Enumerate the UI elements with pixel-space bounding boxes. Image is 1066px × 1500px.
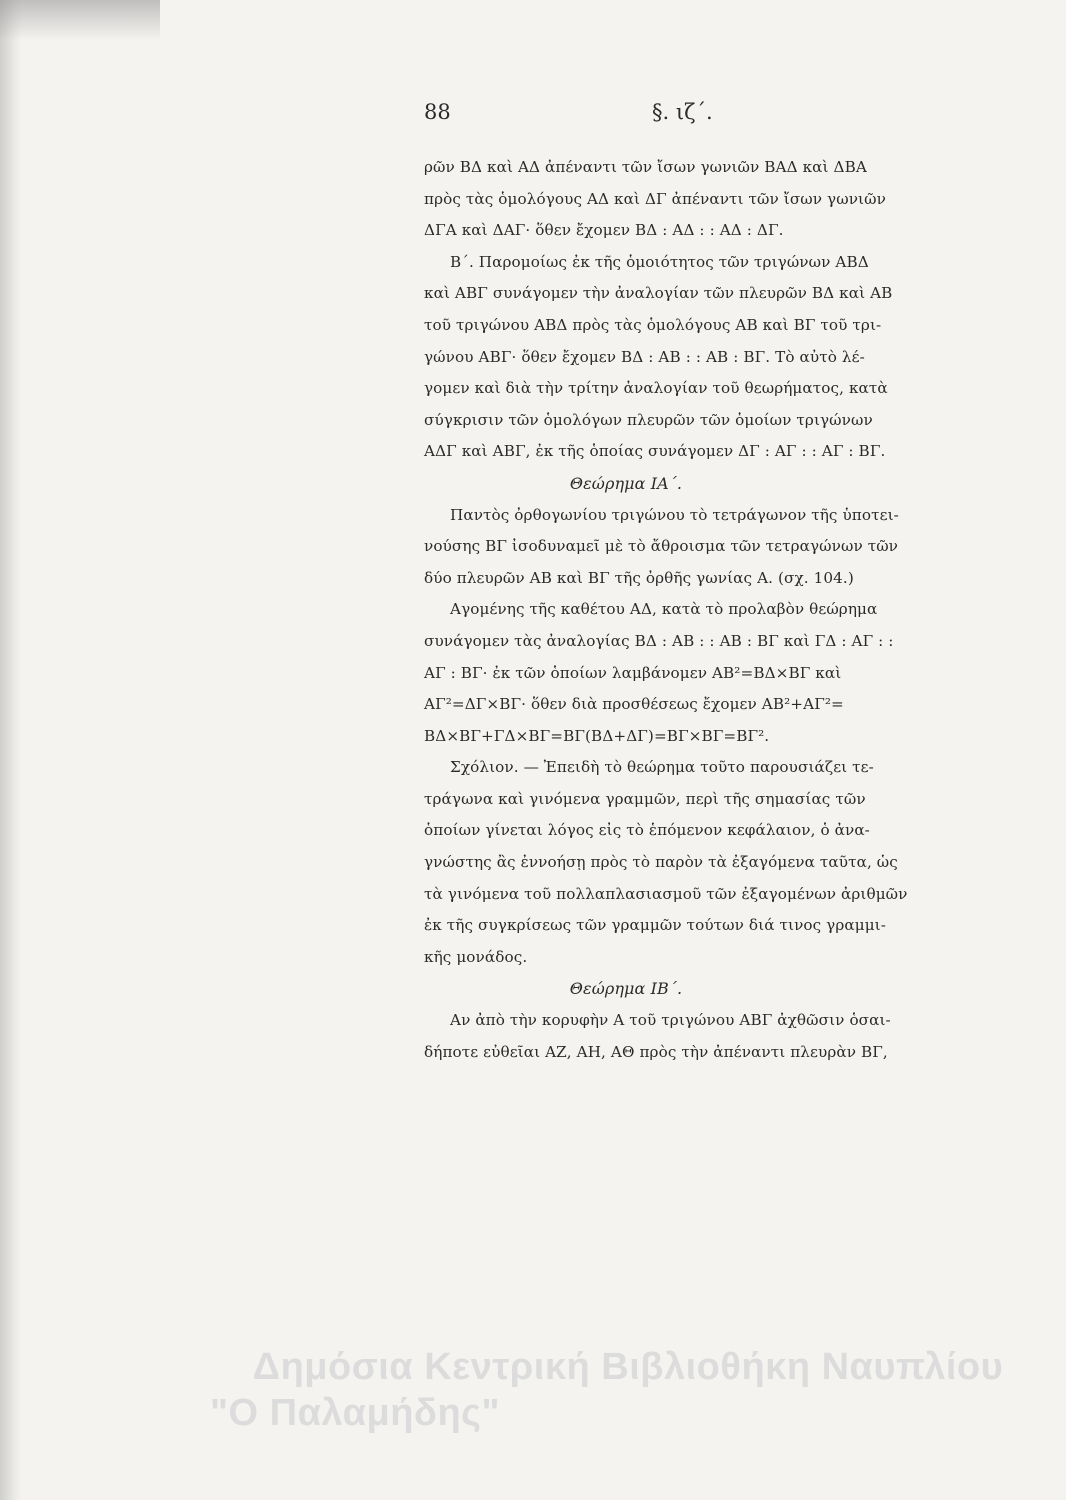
text-line: Αν ἀπὸ τὴν κορυφὴν Α τοῦ τριγώνου ΑΒΓ ἀχθῶσιν ὁσαι-	[450, 1011, 891, 1030]
text-line: Σχόλιον. — Ἐπειδὴ τὸ θεώρημα τοῦτο παρουσιάζει τε-	[450, 758, 874, 777]
text-line: ΑΔΓ καὶ ΑΒΓ, ἐκ τῆς ὁποίας συνάγομεν ΔΓ : ΑΓ : : ΑΓ : ΒΓ.	[424, 442, 886, 461]
text-line: ἐκ τῆς συγκρίσεως τῶν γραμμῶν τούτων διά τινος γραμμι-	[424, 916, 886, 935]
text-line: νούσης ΒΓ ἰσοδυναμεῖ μὲ τὸ ἄθροισμα τῶν τετραγώνων τῶν	[424, 537, 899, 556]
library-watermark-name: "Ο Παλαμήδης"	[210, 1392, 500, 1434]
library-watermark: Δημόσια Κεντρική Βιβλιοθήκη Ναυπλίου	[252, 1346, 1004, 1388]
text-line: σύγκρισιν τῶν ὁμολόγων πλευρῶν τῶν ὁμοίων τριγώνων	[424, 410, 873, 429]
scan-shadow	[0, 0, 160, 40]
text-line: ΑΓ²=ΔΓ×ΒΓ· ὅθεν διὰ προσθέσεως ἔχομεν ΑΒ²+ΑΓ²=	[424, 695, 844, 714]
text-line: καὶ ΑΒΓ συνάγομεν τὴν ἀναλογίαν τῶν πλευρῶν ΒΔ καὶ ΑΒ	[424, 284, 893, 303]
page-number: 88	[424, 100, 451, 124]
text-line: ΒΔ×ΒΓ+ΓΔ×ΒΓ=ΒΓ(ΒΔ+ΔΓ)=ΒΓ×ΒΓ=ΒΓ².	[424, 726, 770, 745]
text-line: τὰ γινόμενα τοῦ πολλαπλασιασμοῦ τῶν ἐξαγομένων ἀριθμῶν	[424, 884, 908, 903]
text-line: πρὸς τὰς ὁμολόγους ΑΔ καὶ ΔΓ ἀπέναντι τῶν ἴσων γωνιῶν	[424, 189, 886, 208]
page-header	[424, 100, 828, 136]
body-text	[424, 152, 908, 1068]
text-line: Β΄. Παρομοίως ἐκ τῆς ὁμοιότητος τῶν τριγώνων ΑΒΔ	[450, 252, 869, 271]
text-line: συνάγομεν τὰς ἀναλογίας ΒΔ : ΑΒ : : ΑΒ : ΒΓ καὶ ΓΔ : ΑΓ : :	[424, 631, 894, 650]
text-line: κῆς μονάδος.	[424, 947, 528, 966]
text-line: Αγομένης τῆς καθέτου ΑΔ, κατὰ τὸ προλαβὸν θεώρημα	[450, 600, 878, 619]
text-line: τράγωνα καὶ γινόμενα γραμμῶν, περὶ τῆς σημασίας τῶν	[424, 789, 866, 808]
text-line: τοῦ τριγώνου ΑΒΔ πρὸς τὰς ὁμολόγους ΑΒ καὶ ΒΓ τοῦ τρι-	[424, 315, 882, 334]
text-line: ὁποίων γίνεται λόγος εἰς τὸ ἑπόμενον κεφάλαιον, ὁ ἀνα-	[424, 821, 870, 840]
theorem-heading: Θεώρημα ΙΑ΄.	[569, 473, 683, 493]
section-mark: §. ιζ΄.	[652, 100, 713, 124]
text-line: γομεν καὶ διὰ τὴν τρίτην ἀναλογίαν τοῦ θεωρήματος, κατὰ	[424, 379, 888, 398]
text-line: γνώστης ἂς ἐννοήσῃ πρὸς τὸ παρὸν τὰ ἐξαγόμενα ταῦτα, ὡς	[424, 853, 898, 872]
page-edge-shadow	[0, 0, 22, 1500]
theorem-heading: Θεώρημα ΙΒ΄.	[569, 979, 683, 999]
text-line: δήποτε εὐθεῖαι ΑΖ, ΑΗ, ΑΘ πρὸς τὴν ἀπέναντι πλευρὰν ΒΓ,	[424, 1042, 888, 1061]
text-line: δύο πλευρῶν ΑΒ καὶ ΒΓ τῆς ὀρθῆς γωνίας Α. (σχ. 104.)	[424, 568, 854, 587]
text-line: ρῶν ΒΔ καὶ ΑΔ ἀπέναντι τῶν ἴσων γωνιῶν ΒΑΔ καὶ ΔΒΑ	[424, 158, 867, 176]
text-line: ΑΓ : ΒΓ· ἐκ τῶν ὁποίων λαμβάνομεν ΑΒ²=ΒΔ×ΒΓ καὶ	[424, 663, 842, 682]
text-line: Παντὸς ὀρθογωνίου τριγώνου τὸ τετράγωνον τῆς ὑποτει-	[450, 505, 899, 524]
text-line: ΔΓΑ καὶ ΔΑΓ· ὅθεν ἔχομεν ΒΔ : ΑΔ : : ΑΔ : ΔΓ.	[424, 221, 784, 240]
text-line: γώνου ΑΒΓ· ὅθεν ἔχομεν ΒΔ : ΑΒ : : ΑΒ : ΒΓ. Τὸ αὐτὸ λέ-	[424, 347, 865, 366]
